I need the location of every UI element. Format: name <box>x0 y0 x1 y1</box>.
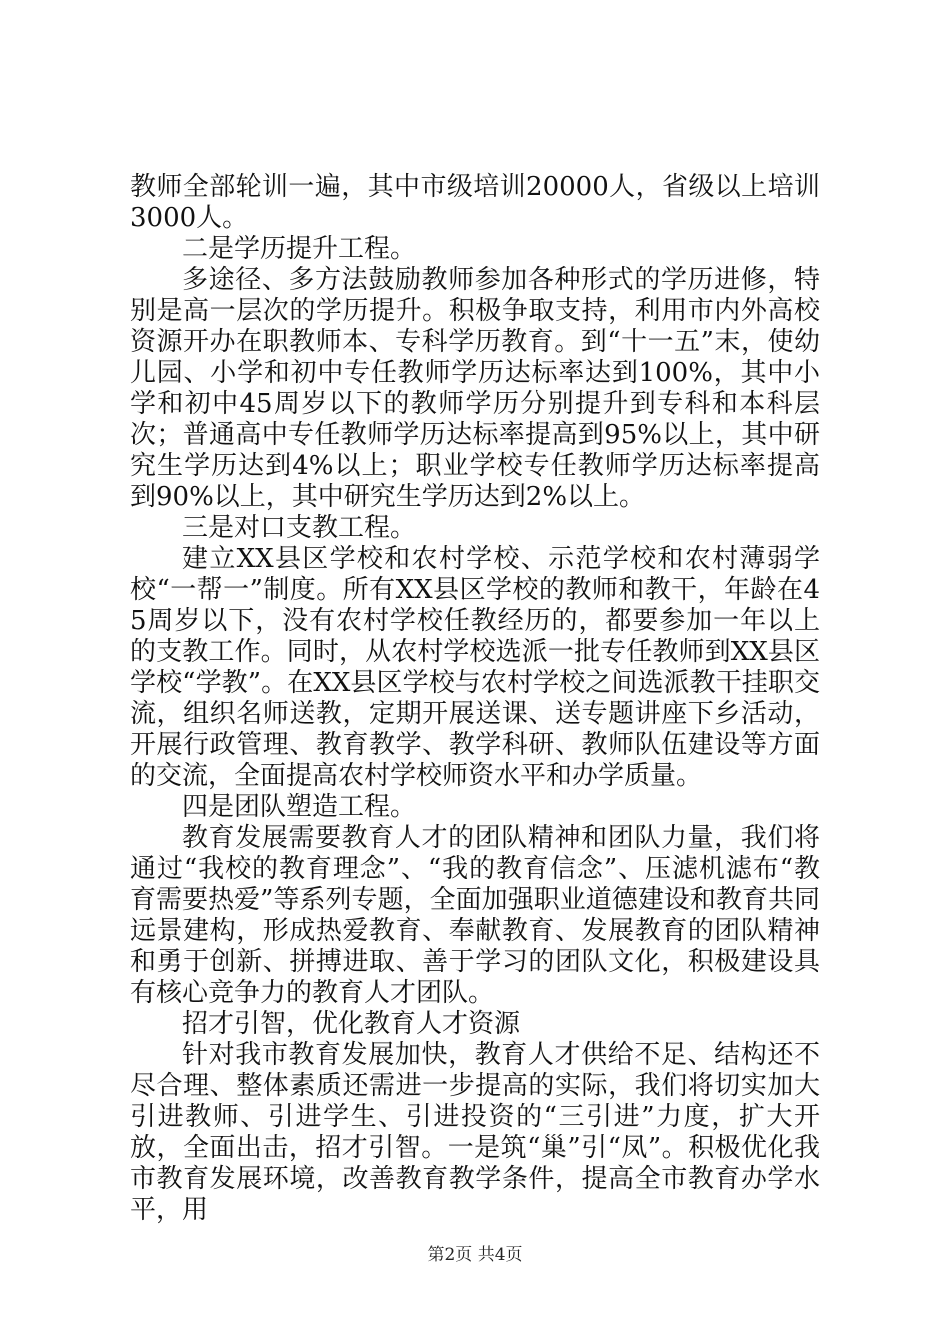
section-heading: 四是团队塑造工程。 <box>182 792 417 822</box>
paragraph: 多途径、多方法鼓励教师参加各种形式的学历进修，特别是高一层次的学历提升。积极争取支持，利用市内外高校资源开办在职教师本、专科学历教育。到“十一五”末，使幼儿园、小学和初中专任教师学历达标率达到100%，其中小学和初中45周岁以下的教师学历分别提升到专科和本科层次；普通高中专任教师学历达标率提高到95%以上，其中研究生学历达到4%以上；职业学校专任教师学历达标率提高到90%以上，其中研究生学历达到2%以上。 <box>130 265 820 512</box>
section-heading: 招才引智，优化教育人才资源 <box>182 1009 521 1039</box>
section-heading: 二是学历提升工程。 <box>182 234 417 264</box>
page-number-footer: 第2页 共4页 <box>427 1245 523 1265</box>
paragraph: 教育发展需要教育人才的团队精神和团队力量，我们将通过“我校的教育理念”、“我的教育信念”、压滤机滤布“教育需要热爱”等系列专题，全面加强职业道德建设和教育共同远景建构，形成热爱教育、奉献教育、发展教育的团队精神和勇于创新、拼搏进取、善于学习的团队文化，积极建设具有核心竞争力的教育人才团队。 <box>130 823 820 1008</box>
document-body <box>130 172 820 1226</box>
paragraph: 建立XX县区学校和农村学校、示范学校和农村薄弱学校“一帮一”制度。所有XX县区学校的教师和教干，年龄在45周岁以下，没有农村学校任教经历的，都要参加一年以上的支教工作。同时，从农村学校选派一批专任教师到XX县区学校“学教”。在XX县区学校与农村学校之间选派教干挂职交流，组织名师送教，定期开展送课、送专题讲座下乡活动，开展行政管理、教育教学、教学科研、教师队伍建设等方面的交流，全面提高农村学校师资水平和办学质量。 <box>130 544 820 791</box>
section-heading: 三是对口支教工程。 <box>182 513 417 543</box>
paragraph: 教师全部轮训一遍，其中市级培训20000人，省级以上培训3000人。 <box>130 172 820 233</box>
paragraph: 针对我市教育发展加快，教育人才供给不足、结构还不尽合理、整体素质还需进一步提高的实际，我们将切实加大引进教师、引进学生、引进投资的“三引进”力度，扩大开放，全面出击，招才引智。一是筑“巢”引“凤”。积极优化我市教育发展环境，改善教育教学条件，提高全市教育办学水平，用 <box>130 1040 820 1225</box>
